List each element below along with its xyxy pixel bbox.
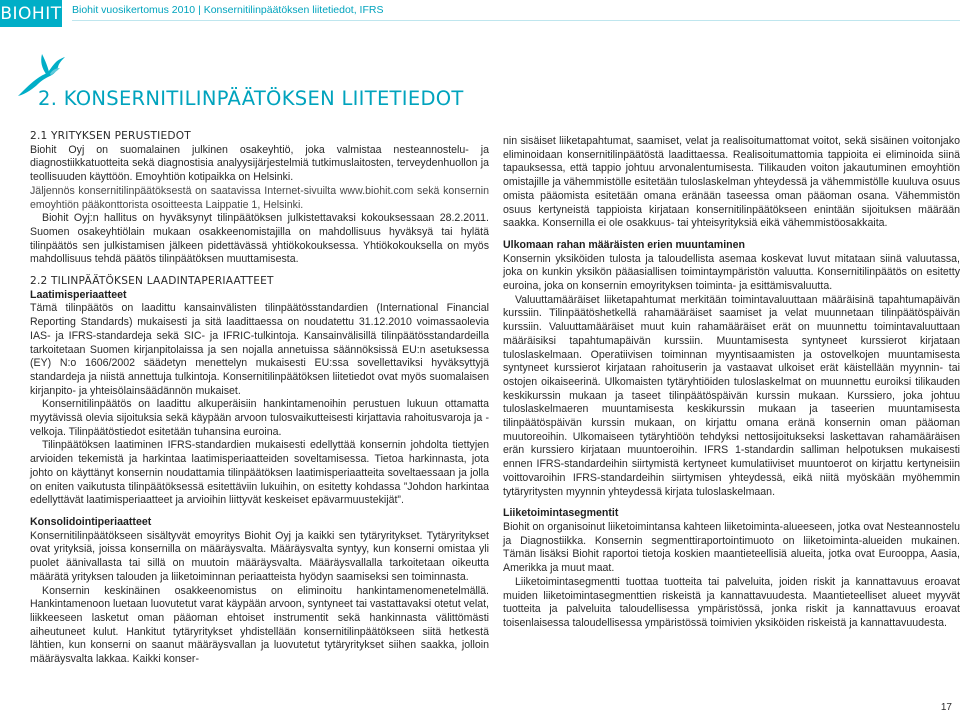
header-divider: [72, 20, 960, 21]
paragraph: Konsernitilinpäätökseen sisältyvät emoyritys Biohit Oyj ja kaikki sen tytäryritykset. Tytäryritykset ovat yrityksiä, joissa konsernilla on määräysvalta. Määräysvalta syntyy, kun konserni omistaa yli puolet äänivallasta tai sillä on muutoin määräysvalta. Määräysvallalla tarkoitetaan oikeutta määrätä yrityksen talouden ja liiketoiminnan periaatteista hyödyn saamiseksi sen toiminnasta.: [30, 529, 489, 583]
paragraph: Valuuttamääräiset liiketapahtumat merkitään toimintavaluuttaan määräisinä tapahtumapäivän kurssiin. Tilinpäätöshetkellä rahamääräiset saamiset ja velat muunnetaan tilinpäätöspäivän kurssiin. Valuuttamääräiset muut kuin rahamääräiset erät on muunnettu toimintavaluuttaan määräisiksi tapahtumapäivän kurssiin. Muuntamisesta syntyneet kurssierot kirjataan tuloslaskelmaan. Operatiivisen toiminnan myyntisaamisten ja ostovelkojen muuntamisesta syntyneet kurssierot kirjataan rahoituserin ja vastaavat ulkoiset erät käistellään myynnin- tai ostojen oikaiseerinä. Ulkomaisten tytäryhtiöiden tuloslaskelmat on muunnettu euroiksi tilikauden keskikurssin mukaan ja taseet tilinpäätöspäivän kurssin mukaan. Kurssiero, joka johtuu tuloslaskelmaeren muuntamisesta keskikurssin mukaan ja taseerien muuntamisesta tilinpäätöspäivän kurssin mukaan, on kirjattu omana eränä konsernin oman pääoman muutoreoihin. Ulkomaiseen tytäryhtiöön tehdyksi nettosijoitukseksi laskettavan rahamääräisen erän kurssiero kirjataan muuntoeroihin. IFRS 1-standardin salliman helpotuksen mukaisesti ennen IFRS-standardeihin siirtymistä kertyneet kumulatiiviset muuntoerot on kirjattu kertyneisiin voittovaroihin IFRS-standardeihin siirtymisen yhteydessä, eikä niitä myöskään myöhemmin tytäryritysten myynnin yhteydessä kirjata tuloslaskelmaan.: [503, 293, 960, 498]
subheading: Ulkomaan rahan määräisten erien muuntaminen: [503, 238, 745, 251]
paragraph: Biohit on organisoinut liiketoimintansa kahteen liiketoiminta-alueeseen, jotka ovat Nesteannostelu ja Diagnostiikka. Konsernin segmenttiraportointimuoto on liiketoiminta-alueiden mukainen. Tämän lisäksi Biohit raportoi tietoja koskien maantieteellisiä alueita, jotka ovat Eurooppa, Aasia, Amerikka ja muut maat.: [503, 520, 960, 575]
paragraph: Jäljennös konsernitilinpäätöksestä on saatavissa Internet-sivuilta www.biohit.com sekä konsernin emoyhtiön pääkonttorista osoitteesta Laippatie 1, Helsinki.: [30, 184, 489, 211]
paragraph: Biohit Oyj on suomalainen julkinen osakeyhtiö, joka valmistaa nesteannostelu- ja diagnostiikkatuotteita sekä diagnostisia analyysijärjestelmiä tutkimuslaitosten, terveydenhuollon ja teollisuuden käyttöön. Emoyhtiön kotipaikka on Helsinki.: [30, 143, 489, 184]
section-title: 2.1 YRITYKSEN PERUSTIEDOT: [30, 130, 191, 142]
paragraph: Tämä tilinpäätös on laadittu kansainvälisten tilinpäätösstandardien (International Financial Reporting Standards) mukaisesti ja sitä laadittaessa on noudatettu 31.12.2010 voimassaolevia IAS- ja IFRS-standardeja sekä SIC- ja IFRIC-tulkintoja. Kansainvälisillä tilinpäätösstandardeilla tarkoitetaan Suomen kirjanpitolaissa ja sen nojalla annetuissa säännöksissä EU:n asetuksessa (EY) N:o 1606/2002 säädetyn menettelyn mukaisesti EU:ssa sovellettaviksi hyväksyttyjä standardeja ja niistä annettuja tulkintoja. Konsernitilinpäätöksen liitetiedot ovat myös suomalaisen kirjanpito- ja yhteisölainsäädännön mukaiset.: [30, 302, 489, 397]
subheading: Liiketoimintasegmentit: [503, 507, 619, 520]
breadcrumb: Biohit vuosikertomus 2010 | Konsernitilinpäätöksen liitetiedot, IFRS: [72, 4, 384, 16]
paragraph: Biohit Oyj:n hallitus on hyväksynyt tilinpäätöksen julkistettavaksi kokouksessaan 28.2.2011. Suomen osakeyhtiölain mukaan osakkeenomistajilla on mahdollisuus hyväksyä tai hylätä tilinpäätös sen julkistamisen jälkeen pidettävässä yhtiökokouksessa. Yhtiökokouksella on myös mahdollisuus tehdä päätös tilinpäätöksen muuttamisesta.: [30, 212, 489, 266]
paragraph: Konsernitilinpäätös on laadittu alkuperäisiin hankintamenoihin perustuen lukuun ottamatta myytävissä olevia sijoituksia sekä käypään arvoon tulosvaikutteisesti kirjattavia rahoitusvaroja ja -velkoja. Tilinpäätöstiedot esitetään tuhansina euroina.: [30, 398, 489, 438]
paragraph: Liiketoimintasegmentti tuottaa tuotteita tai palveluita, joiden riskit ja kannattavuus eroavat muiden liiketoimintasegmenttien riskeistä ja kannattavuudesta. Maantieteelliset alueet myyvät tuotteita ja palveluita taloudellisessa ympäristössä, jonka riskit ja kannattavuus eroavat toisenlaisessa taloudellisessa ympäristössä toimivien yksiköiden riskeistä ja kannattavuudesta.: [503, 575, 960, 629]
paragraph: Tilinpäätöksen laatiminen IFRS-standardien mukaisesti edellyttää konsernin johdolta tiettyjen arvioiden tekemistä ja harkintaa laatimisperiaatteiden soveltamisessa. Tietoa harkinnasta, jota johto on käyttänyt konsernin noudattamia tilinpäätöksen laatimisperiaatteita soveltaessaan ja jolla on eniten vaikutusta tilinpäätöksessä esitettäviin lukuihin, on esitetty kohdassa ”Johdon harkintaa edellyttävät laatimisperiaatteet ja arvioihin liittyvät keskeiset epävarmuustekijät”.: [30, 439, 489, 507]
biohit-logo: BIOHIT: [0, 0, 62, 27]
section-title: 2.2 TILINPÄÄTÖKSEN LAADINTAPERIAATTEET: [30, 275, 274, 288]
subheading: Konsolidointiperiaatteet: [30, 515, 152, 528]
left-column: [30, 130, 489, 667]
paragraph: Konsernin yksiköiden tulosta ja taloudellista asemaa koskevat luvut mitataan siinä valuutassa, joka on kunkin yksikön pääasiallisen toimintaympäristön valuutta. Konsernitilinpäätös on esitetty euroina, joka on konsernin emoyrityksen toiminta- ja esittämisvaluutta.: [503, 252, 960, 293]
right-column: [503, 135, 960, 631]
page-number: 17: [940, 702, 952, 713]
paragraph: nin sisäiset liiketapahtumat, saamiset, velat ja realisoitumattomat voitot, sekä sisäinen voitonjako eliminoidaan konsernitilinpäätöstä laadittaessa. Realisoitumattomia tappioita ei eliminoida siinä tapauksessa, että tappio johtuu arvonalentumisesta. Tilikauden voiton jakautuminen emoyhtiön omistajille ja vähemmistölle esitetään tuloslaskelman yhteydessä ja vähemmistölle kuuluva osuus omista pääomista esitetään omana eränään taseessa oman pääoman osana. Vähemmistön osuus kertyneistä tappioista kirjataan konsernitilinpäätökseen enintään sijoituksen määrään saakka. Konsernilla ei ole osakkuus- tai yhteisyrityksiä eikä vähemmistöosakkaita.: [503, 135, 960, 230]
subheading: Laatimisperiaatteet: [30, 288, 127, 301]
page-title: 2. KONSERNITILINPÄÄTÖKSEN LIITETIEDOT: [38, 87, 464, 110]
paragraph: Konsernin keskinäinen osakkeenomistus on eliminoitu hankintamenomenetelmällä. Hankintamenoon luetaan luovutetut varat käypään arvoon, syntyneet tai vastattavaksi otetut velat, liikkeeseen lasketut oman pääoman ehtoiset instrumentit sekä hankinnasta välittömästi aiheutuneet kulut. Hankitut tytäryritykset yhdistellään konsernitilinpäätökseen siitä hetkestä lähtien, kun konserni on saanut määräysvallan ja luovutetut tytäryritykset siihen saakka, jolloin määräysvalta lakkaa. Kaikki konser-: [30, 584, 489, 666]
